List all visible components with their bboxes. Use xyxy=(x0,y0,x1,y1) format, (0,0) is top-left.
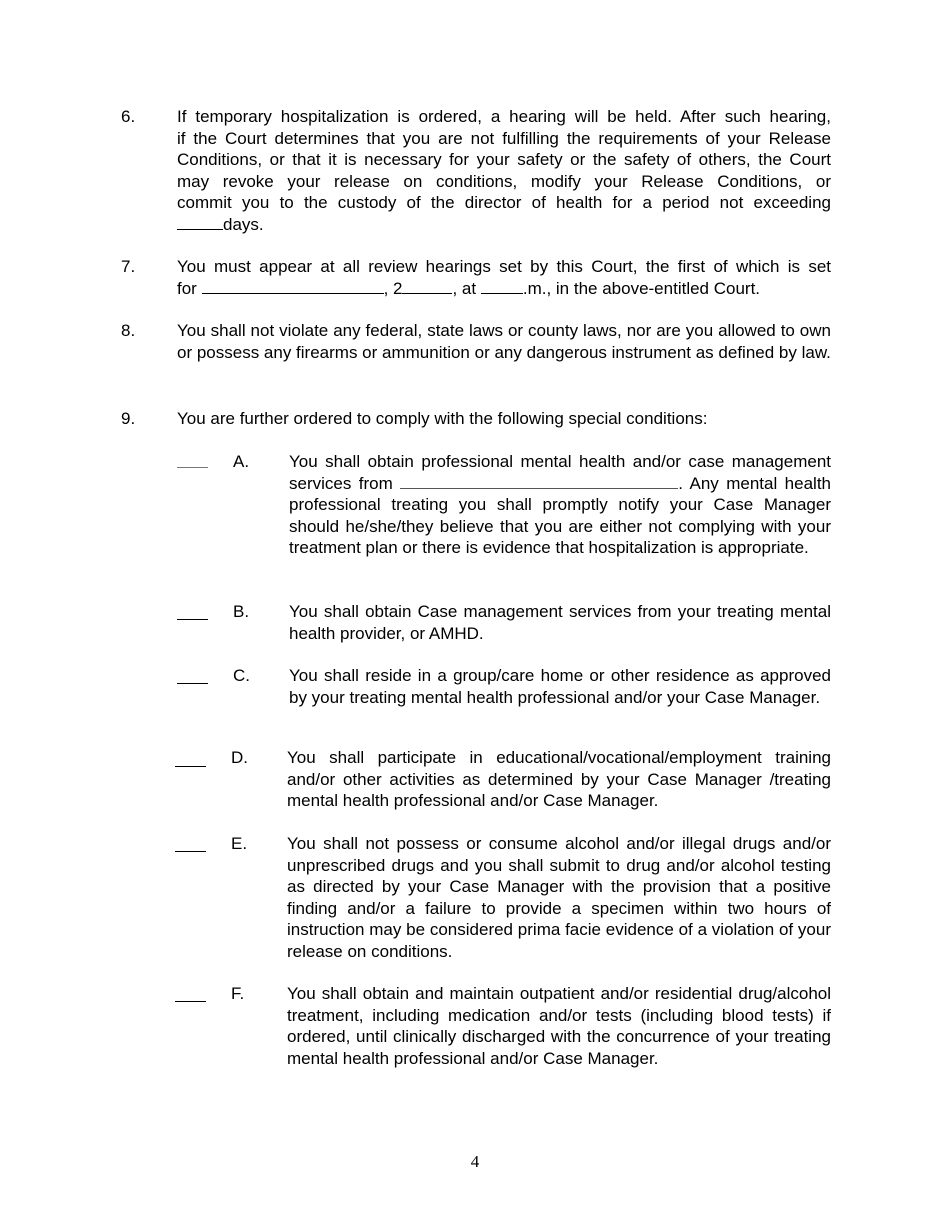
condition-f-text: You shall obtain and maintain outpatient and/or residential drug/alcohol treatment, including medication and/or tests (including blood tests) if ordered, until clinically discharged with the concurrence of your treating mental health professional and/or Case Manager. xyxy=(287,984,831,1068)
condition-b-letter: B. xyxy=(233,602,250,621)
item-7-text xyxy=(177,256,831,299)
condition-c-checkbox-line[interactable] xyxy=(177,683,208,684)
item-6-line: may revoke your release on conditions, modify your Release Conditions, or xyxy=(177,171,831,191)
condition-a-text-part1: You shall obtain professional mental health and/or case management services from xyxy=(289,452,831,493)
item-6-text xyxy=(177,106,831,235)
year-blank[interactable] xyxy=(402,278,452,294)
condition-e-text: You shall not possess or consume alcohol and/or illegal drugs and/or unprescribed drugs and you shall submit to drug and/or alcohol testing as directed by your Case Manager with the provision that a positive finding and/or a failure to provide a specimen within two hours of instruction may be considered prima facie evidence of a violation of your release on conditions. xyxy=(287,834,831,961)
item-6-days-line xyxy=(177,214,831,236)
item-7-line-2 xyxy=(177,278,831,300)
at-label: , at xyxy=(452,278,477,298)
item-7-line: You must appear at all review hearings set by this Court, the first of which is set xyxy=(177,257,831,276)
condition-d-checkbox-line[interactable] xyxy=(175,766,206,767)
time-blank[interactable] xyxy=(481,278,523,294)
condition-c-letter: C. xyxy=(233,666,250,685)
hearing-date-blank[interactable] xyxy=(202,278,384,294)
item-number-7: 7. xyxy=(121,257,136,276)
condition-b-text: You shall obtain Case management services from your treating mental health provider, or AMHD. xyxy=(289,602,831,643)
page-number: 4 xyxy=(470,1152,480,1171)
condition-d-text: You shall participate in educational/vocational/employment training and/or other activities as determined by your Case Manager /treating mental health professional and/or Case Manager. xyxy=(287,748,831,810)
condition-f-letter: F. xyxy=(231,984,245,1003)
condition-a-text-part2: . Any mental health professional treating you shall promptly notify your Case Manager should he/she/they believe that you are either not complying with your treatment plan or there is evidence that hospitalization is appropriate. xyxy=(289,473,831,557)
year-prefix: , 2 xyxy=(383,278,403,298)
item-8-text: You shall not violate any federal, state laws or county laws, nor are you allowed to own or possess any firearms or ammunition or any dangerous instrument as defined by law. xyxy=(177,321,831,362)
for-label: for xyxy=(177,278,197,298)
item-6-line: If temporary hospitalization is ordered, a hearing will be held. After such hearing, xyxy=(177,107,831,126)
item-number-8: 8. xyxy=(121,321,136,340)
item-number-9: 9. xyxy=(121,409,136,428)
condition-d-letter: D. xyxy=(231,748,248,767)
condition-a-text xyxy=(289,451,831,559)
condition-a-checkbox-line[interactable] xyxy=(177,467,208,468)
condition-f-checkbox-line[interactable] xyxy=(175,1001,206,1002)
condition-b-checkbox-line[interactable] xyxy=(177,619,208,620)
court-label: .m., in the above-entitled Court. xyxy=(522,278,761,298)
item-6-line: commit you to the custody of the director of health for a period not exceeding xyxy=(177,193,831,212)
condition-a-letter: A. xyxy=(233,452,250,471)
condition-e-letter: E. xyxy=(231,834,248,853)
item-number-6: 6. xyxy=(121,107,136,126)
item-6-line: if the Court determines that you are not fulfilling the requirements of your Release xyxy=(177,128,831,148)
item-9-text: You are further ordered to comply with the following special conditions: xyxy=(177,409,708,428)
condition-e-checkbox-line[interactable] xyxy=(175,851,206,852)
provider-blank[interactable] xyxy=(400,473,678,489)
condition-c-text: You shall reside in a group/care home or other residence as approved by your treating mental health professional and/or your Case Manager. xyxy=(289,666,831,707)
days-label: days. xyxy=(223,214,264,234)
item-6-line: Conditions, or that it is necessary for your safety or the safety of others, the Court xyxy=(177,150,831,169)
days-blank[interactable] xyxy=(177,214,223,230)
